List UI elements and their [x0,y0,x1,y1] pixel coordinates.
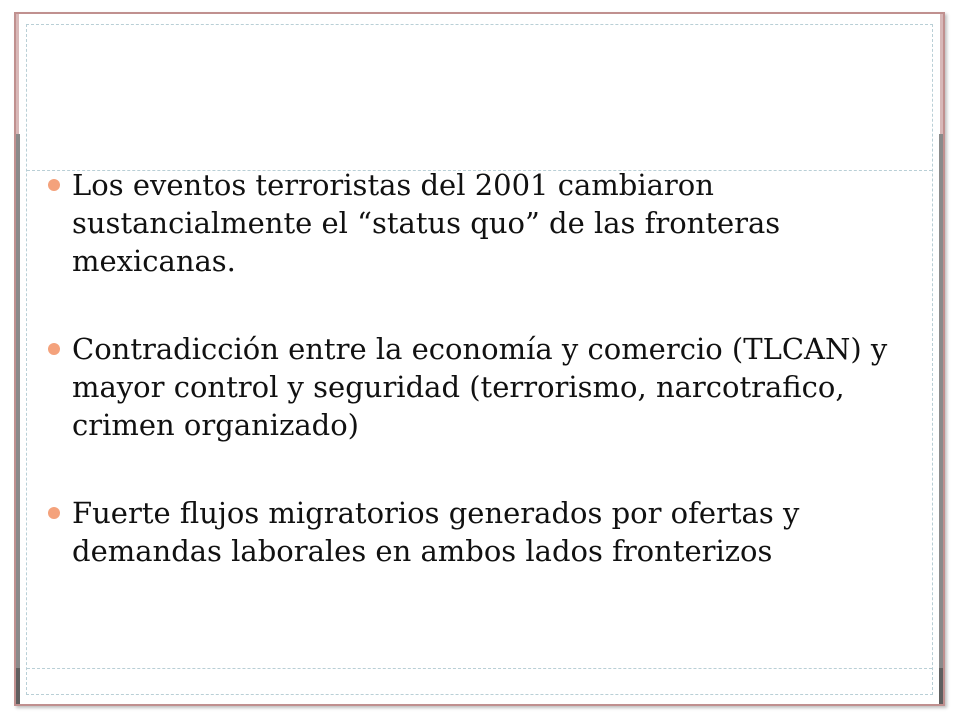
frame-edge [16,134,20,704]
bullet-text: Fuerte flujos migratorios generados por ofertas y demandas laborales en ambos lados fronterizos [72,496,800,568]
bullet-item [48,494,908,570]
bullet-dot-icon [48,343,60,355]
bullet-list [48,166,908,570]
slide-body [48,166,908,620]
frame-edge [16,668,20,704]
frame-edge [16,14,19,134]
bullet-text: Los eventos terroristas del 2001 cambiaron sustancialmente el “status quo” de las fronteras mexicanas. [72,168,781,278]
footer-divider [27,668,932,669]
frame-edge [940,14,943,134]
frame-edge [939,668,943,704]
bullet-dot-icon [48,179,60,191]
bullet-text: Contradicción entre la economía y comercio (TLCAN) y mayor control y seguridad (terrorismo, narcotrafico, crimen organizado) [72,332,888,442]
bullet-dot-icon [48,507,60,519]
bullet-item [48,330,908,444]
frame-edge [939,134,943,704]
bullet-item [48,166,908,280]
